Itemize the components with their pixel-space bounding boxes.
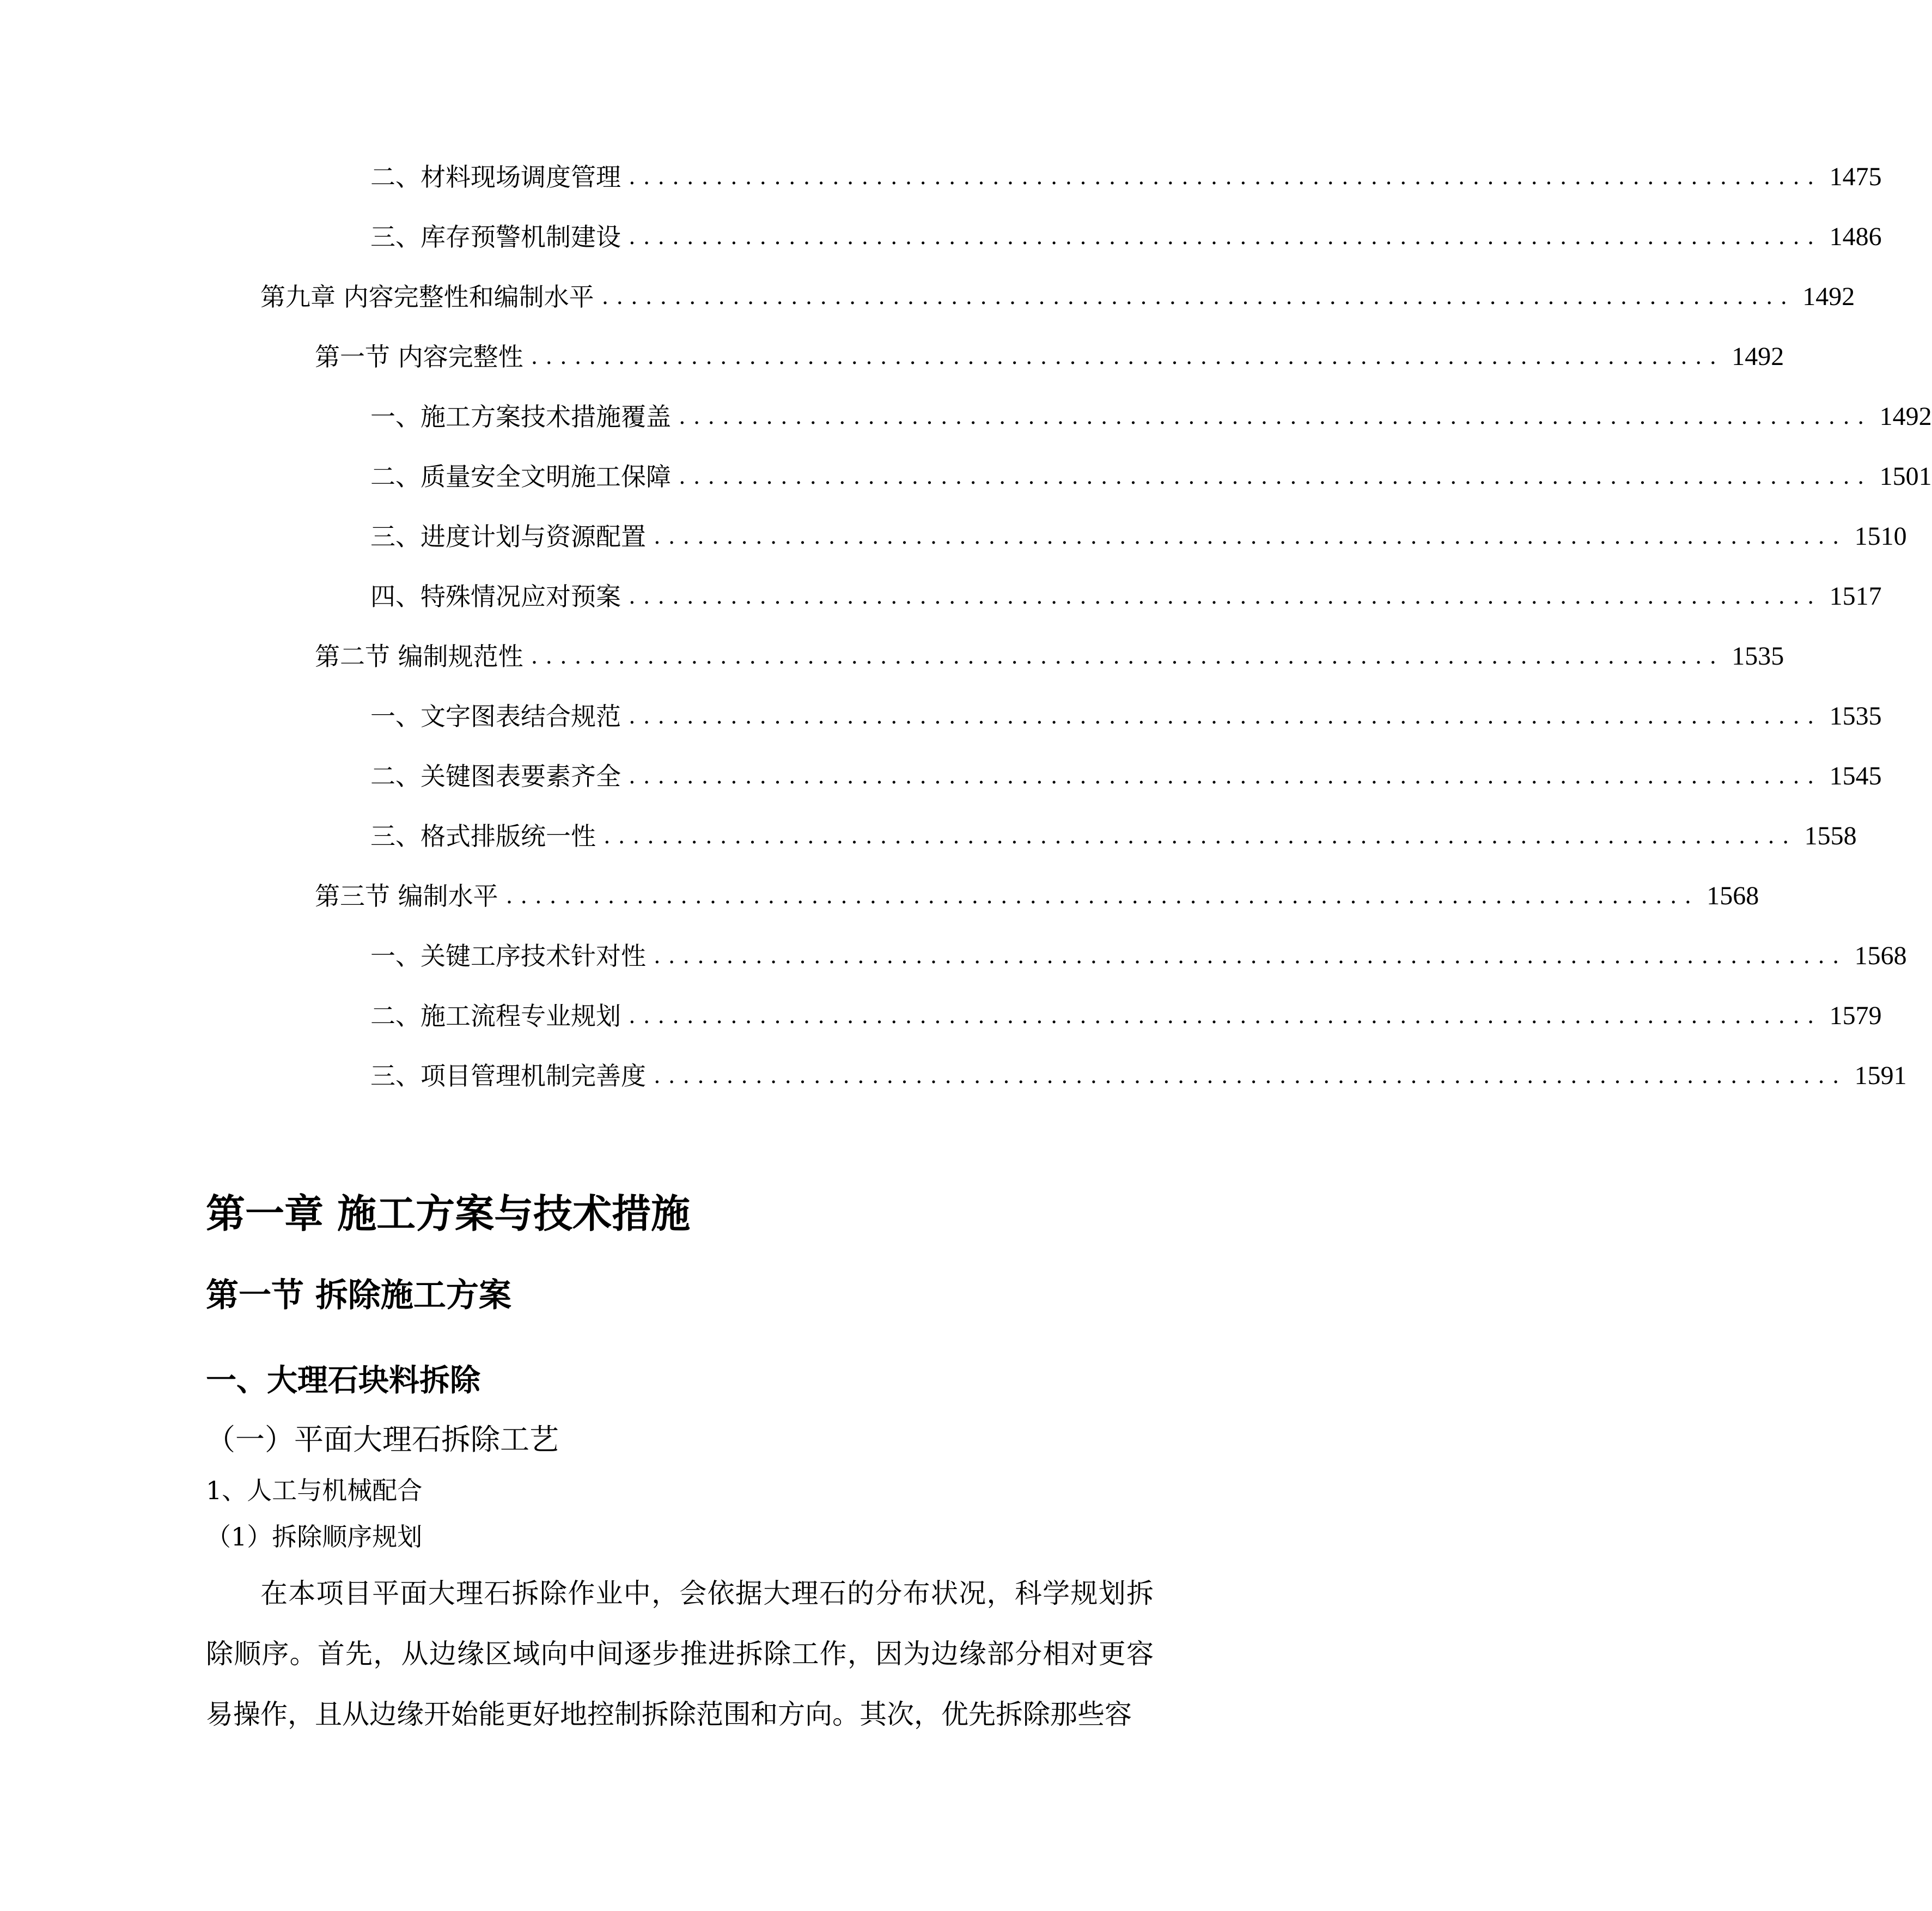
toc-leader-dots: .................................................................................. xyxy=(654,524,1847,549)
toc-entry-chapter[interactable] xyxy=(260,278,1855,316)
toc-entry-page: 1492 xyxy=(1802,282,1855,311)
toc-entry-page: 1568 xyxy=(1707,881,1759,910)
toc-entry-number: 二、 xyxy=(370,462,420,491)
chapter-heading: 第一章 施工方案与技术措施 xyxy=(206,1191,691,1237)
toc-entry-title: 关键图表要素齐全 xyxy=(420,762,621,791)
toc-entry-number: 一、 xyxy=(370,941,420,971)
toc-leader-dots: .................................................................................. xyxy=(531,344,1724,369)
subsection-heading: 一、大理石块料拆除 xyxy=(206,1363,480,1398)
toc-entry-title: 特殊情况应对预案 xyxy=(420,582,621,611)
toc-entry-number: 一、 xyxy=(370,402,420,431)
toc-entry-title: 格式排版统一性 xyxy=(420,821,596,851)
item-heading: （一）平面大理石拆除工艺 xyxy=(206,1422,559,1457)
toc-entry[interactable] xyxy=(370,577,1882,616)
toc-entry-section[interactable] xyxy=(315,637,1784,675)
toc-entry-number: 三、 xyxy=(370,821,420,851)
toc-entry[interactable] xyxy=(370,757,1882,795)
toc-entry-title: 质量安全文明施工保障 xyxy=(420,462,671,491)
toc-entry-section[interactable] xyxy=(315,877,1759,915)
toc-entry-title: 库存预警机制建设 xyxy=(420,222,621,252)
toc-entry-page: 1517 xyxy=(1829,582,1882,611)
subpoint-heading: （1）拆除顺序规划 xyxy=(206,1522,423,1551)
toc-entry-title: 第二节 编制规范性 xyxy=(315,642,523,671)
toc-entry-number: 三、 xyxy=(370,522,420,551)
toc-entry-number: 二、 xyxy=(370,1001,420,1031)
toc-entry-page: 1475 xyxy=(1829,162,1882,191)
toc-leader-dots: .................................................................................. xyxy=(629,584,1822,609)
toc-entry[interactable] xyxy=(370,518,1907,556)
toc-entry[interactable] xyxy=(370,997,1882,1035)
toc-leader-dots: .................................................................................. xyxy=(601,284,1795,309)
toc-entry-title: 第三节 编制水平 xyxy=(315,881,498,911)
toc-entry[interactable] xyxy=(370,817,1857,855)
toc-leader-dots: .................................................................................. xyxy=(654,944,1847,969)
toc-entry-number: 二、 xyxy=(370,762,420,791)
toc-entry[interactable] xyxy=(370,218,1882,256)
toc-leader-dots: .................................................................................. xyxy=(654,1063,1847,1088)
toc-entry-page: 1492 xyxy=(1879,402,1932,431)
point-heading: 1、人工与机械配合 xyxy=(206,1476,423,1505)
toc-leader-dots: .................................................................................. xyxy=(629,165,1822,190)
toc-entry-title: 施工方案技术措施覆盖 xyxy=(420,402,671,431)
toc-entry-page: 1501 xyxy=(1879,462,1932,491)
toc-entry-number: 三、 xyxy=(370,222,420,252)
toc-leader-dots: .................................................................................. xyxy=(679,464,1872,489)
toc-entry[interactable] xyxy=(370,458,1932,496)
toc-entry-page: 1492 xyxy=(1732,342,1784,371)
toc-entry[interactable] xyxy=(370,398,1932,436)
toc-entry-section[interactable] xyxy=(315,338,1784,376)
toc-entry-title: 第九章 内容完整性和编制水平 xyxy=(260,282,594,312)
toc-leader-dots: .................................................................................. xyxy=(629,764,1822,789)
toc-leader-dots: .................................................................................. xyxy=(505,884,1699,909)
toc-entry-number: 四、 xyxy=(370,582,420,611)
toc-entry[interactable] xyxy=(370,937,1907,975)
toc-entry-number: 二、 xyxy=(370,162,420,192)
toc-entry-title: 第一节 内容完整性 xyxy=(315,342,523,372)
toc-entry-page: 1568 xyxy=(1854,941,1907,970)
toc-entry[interactable] xyxy=(370,158,1882,196)
toc-leader-dots: .................................................................................. xyxy=(531,644,1724,669)
toc-entry-page: 1545 xyxy=(1829,762,1882,790)
toc-entry-page: 1579 xyxy=(1829,1001,1882,1030)
toc-leader-dots: .................................................................................. xyxy=(629,1003,1822,1028)
toc-entry-page: 1535 xyxy=(1732,642,1784,671)
toc-leader-dots: .................................................................................. xyxy=(604,824,1797,849)
toc-leader-dots: .................................................................................. xyxy=(629,704,1822,729)
toc-entry-title: 施工流程专业规划 xyxy=(420,1001,621,1031)
toc-entry-title: 材料现场调度管理 xyxy=(420,162,621,192)
toc-entry-title: 文字图表结合规范 xyxy=(420,702,621,731)
toc-entry[interactable] xyxy=(370,1057,1907,1095)
toc-entry-title: 项目管理机制完善度 xyxy=(420,1061,646,1091)
toc-entry-number: 三、 xyxy=(370,1061,420,1091)
toc-entry-title: 关键工序技术针对性 xyxy=(420,941,646,971)
section-heading: 第一节 拆除施工方案 xyxy=(206,1276,511,1314)
toc-entry-page: 1510 xyxy=(1854,522,1907,551)
toc-entry[interactable] xyxy=(370,697,1882,735)
toc-entry-page: 1486 xyxy=(1829,222,1882,251)
toc-leader-dots: .................................................................................. xyxy=(679,404,1872,429)
toc-entry-page: 1591 xyxy=(1854,1061,1907,1090)
toc-entry-page: 1558 xyxy=(1804,821,1857,850)
toc-entry-title: 进度计划与资源配置 xyxy=(420,522,646,551)
toc-entry-page: 1535 xyxy=(1829,702,1882,731)
body-paragraph: 在本项目平面大理石拆除作业中，会依据大理石的分布状况，科学规划拆除顺序。首先，从边缘区域向中间逐步推进拆除工作，因为边缘部分相对更容易操作，且从边缘开始能更好地控制拆除范围和方向。其次，优先拆除那些容 xyxy=(206,1578,1154,1730)
toc-leader-dots: .................................................................................. xyxy=(629,224,1822,249)
toc-entry-number: 一、 xyxy=(370,702,420,731)
